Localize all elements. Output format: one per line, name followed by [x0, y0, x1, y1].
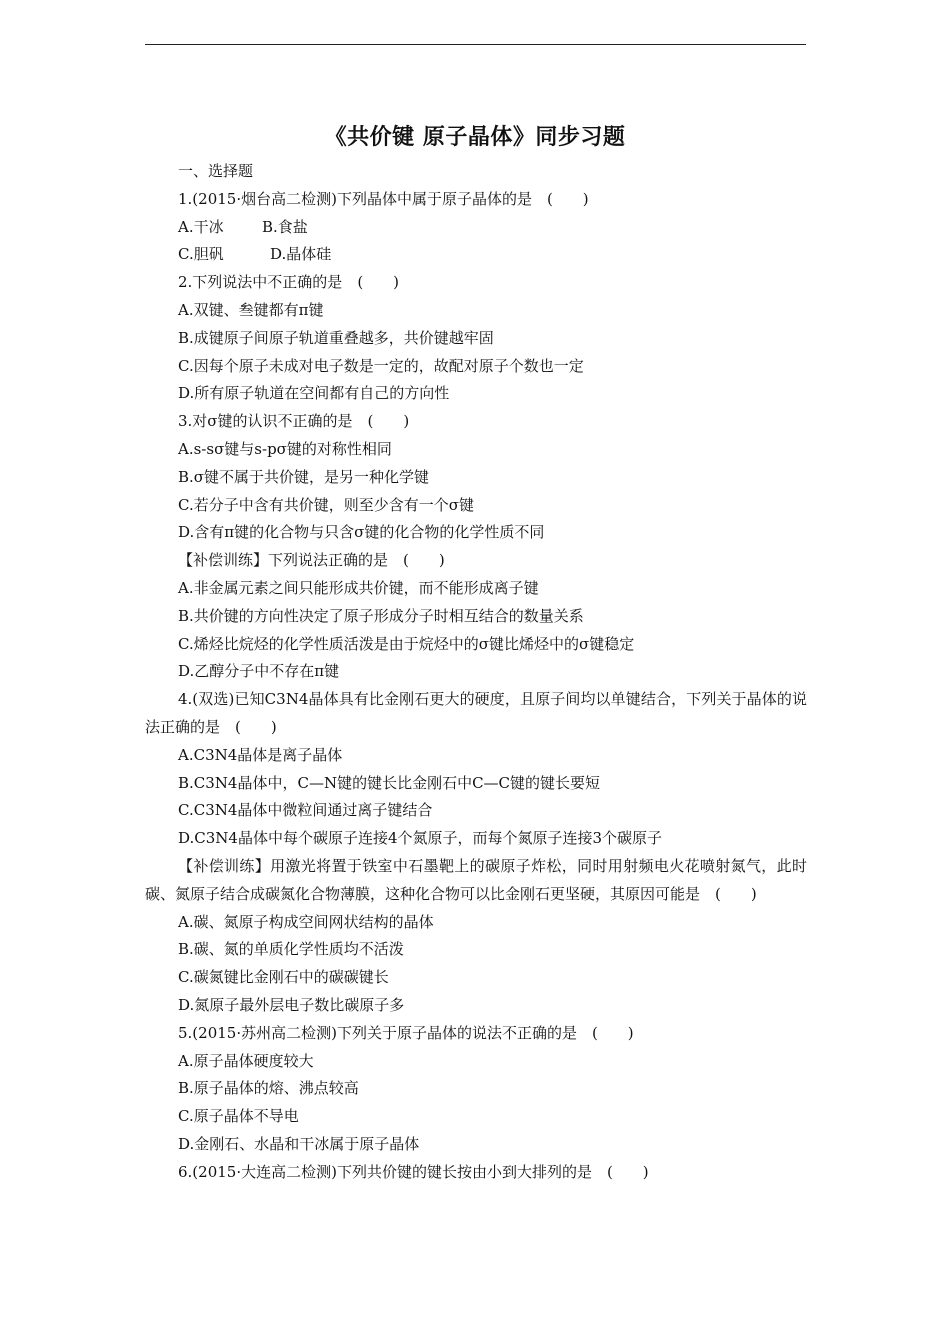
question-1-option-b: B.食盐 — [262, 217, 308, 236]
question-3-option-b: B.σ键不属于共价键，是另一种化学键 — [178, 467, 430, 486]
question-1-options-cd — [145, 241, 807, 269]
question-2-stem: 2.下列说法中不正确的是 ( ) — [178, 273, 400, 292]
question-5-option-c: C.原子晶体不导电 — [178, 1107, 299, 1126]
question-4-stem: 4.(双选)已知C3N4晶体具有比金刚石更大的硬度，且原子间均以单键结合，下列关于晶体的说法正确的是 ( ) — [145, 690, 807, 736]
supplement-1-option-c: C.烯烃比烷烃的化学性质活泼是由于烷烃中的σ键比烯烃中的σ键稳定 — [178, 634, 635, 653]
question-4-option-a: A.C3N4晶体是离子晶体 — [178, 745, 343, 764]
question-5-option-a: A.原子晶体硬度较大 — [178, 1051, 314, 1070]
document-body — [145, 158, 807, 1186]
question-5-option-d: D.金刚石、水晶和干冰属于原子晶体 — [178, 1134, 420, 1153]
header-rule — [145, 44, 806, 45]
page-title: 《共价键 原子晶体》同步习题 — [324, 124, 626, 150]
question-3-option-c: C.若分子中含有共价键，则至少含有一个σ键 — [178, 495, 474, 514]
question-2-option-a: A.双键、叁键都有π键 — [178, 300, 324, 319]
supplement-2-option-c: C.碳氮键比金刚石中的碳碳键长 — [178, 968, 389, 987]
supplement-1-option-b: B.共价键的方向性决定了原子形成分子时相互结合的数量关系 — [178, 606, 584, 625]
supplement-2-option-d: D.氮原子最外层电子数比碳原子多 — [178, 995, 405, 1014]
supplement-1-stem: 【补偿训练】下列说法正确的是 ( ) — [178, 551, 445, 570]
question-5-stem: 5.(2015·苏州高二检测)下列关于原子晶体的说法不正确的是 ( ) — [178, 1023, 634, 1042]
supplement-2-option-b: B.碳、氮的单质化学性质均不活泼 — [178, 940, 404, 959]
supplement-2-option-a: A.碳、氮原子构成空间网状结构的晶体 — [178, 912, 434, 931]
question-1-option-c: C.胆矾 — [178, 245, 224, 264]
question-2-option-b: B.成键原子间原子轨道重叠越多，共价键越牢固 — [178, 328, 494, 347]
supplement-1-option-a: A.非金属元素之间只能形成共价键，而不能形成离子键 — [178, 578, 539, 597]
question-1-stem: 1.(2015·烟台高二检测)下列晶体中属于原子晶体的是 ( ) — [178, 189, 589, 208]
question-4-option-c: C.C3N4晶体中微粒间通过离子键结合 — [178, 801, 433, 820]
supplement-2-stem: 【补偿训练】用激光将置于铁室中石墨靶上的碳原子炸松，同时用射频电火花喷射氮气，此时碳、氮原子结合成碳氮化合物薄膜，这种化合物可以比金刚石更坚硬，其原因可能是 ( ) — [145, 856, 807, 903]
question-2-option-c: C.因每个原子未成对电子数是一定的，故配对原子个数也一定 — [178, 356, 584, 375]
question-1-option-a: A.干冰 — [178, 217, 224, 236]
question-1-options-ab — [145, 214, 807, 242]
question-3-stem: 3.对σ键的认识不正确的是 ( ) — [178, 412, 410, 431]
question-1-option-d: D.晶体硅 — [270, 245, 332, 264]
question-4-option-b: B.C3N4晶体中，C—N键的键长比金刚石中C—C键的键长要短 — [178, 773, 601, 792]
supplement-1-option-d: D.乙醇分子中不存在π键 — [178, 662, 340, 681]
question-3-option-a: A.s-sσ键与s-pσ键的对称性相同 — [178, 439, 392, 458]
question-4-option-d: D.C3N4晶体中每个碳原子连接4个氮原子，而每个氮原子连接3个碳原子 — [178, 829, 663, 848]
section-heading: 一、选择题 — [178, 162, 254, 180]
question-5-option-b: B.原子晶体的熔、沸点较高 — [178, 1079, 359, 1098]
question-6-stem: 6.(2015·大连高二检测)下列共价键的键长按由小到大排列的是 ( ) — [178, 1162, 649, 1181]
question-2-option-d: D.所有原子轨道在空间都有自己的方向性 — [178, 384, 450, 403]
question-3-option-d: D.含有π键的化合物与只含σ键的化合物的化学性质不同 — [178, 523, 545, 542]
